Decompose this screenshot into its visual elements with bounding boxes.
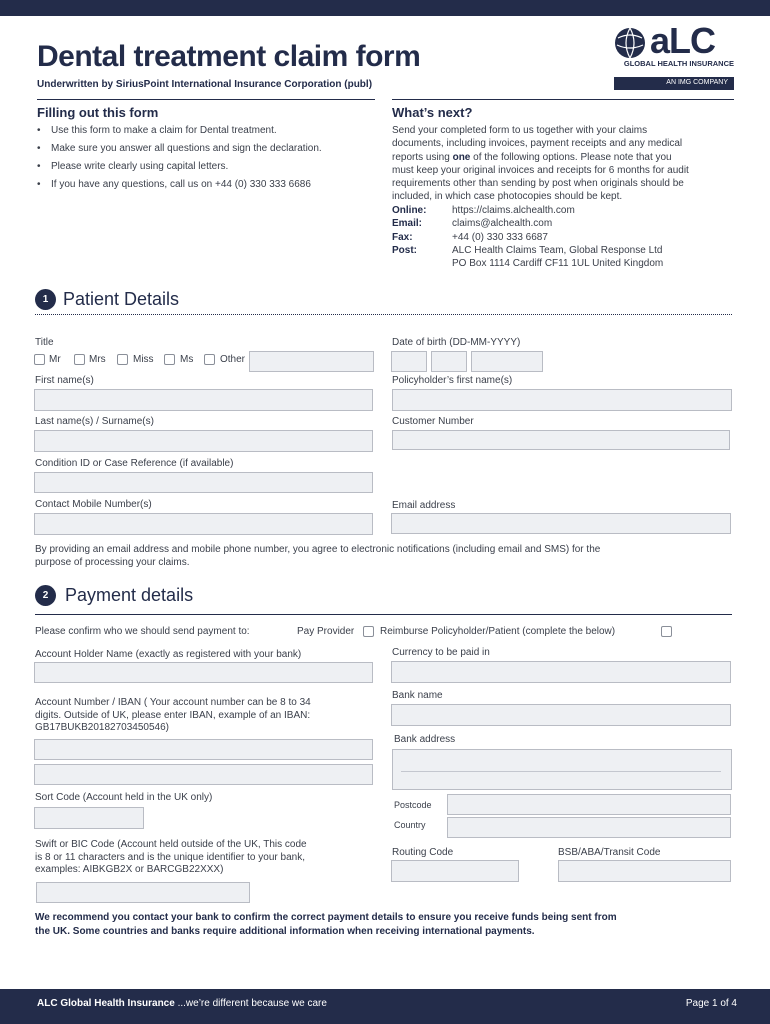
title-other-input[interactable] bbox=[249, 351, 374, 372]
section-number-badge: 1 bbox=[35, 289, 56, 310]
contact-post: ALC Health Claims Team, Global Response Ltd bbox=[452, 244, 663, 256]
postcode-label: Postcode bbox=[394, 800, 432, 810]
consent-text bbox=[35, 543, 735, 569]
routing-code-label: Routing Code bbox=[392, 847, 454, 858]
last-name-label: Last name(s) / Surname(s) bbox=[35, 416, 154, 427]
section-number-badge: 2 bbox=[35, 585, 56, 606]
bullet-item: • If you have any questions, call us on +44 (0) 330 333 6686 bbox=[37, 176, 377, 194]
account-number-input-line-2[interactable] bbox=[34, 764, 373, 785]
form-title: Dental treatment claim form bbox=[37, 40, 421, 73]
bank-recommendation-note bbox=[35, 911, 745, 939]
note-line: the UK. Some countries and banks require additional information when receiving international payments. bbox=[35, 926, 535, 937]
title-label: Title bbox=[35, 337, 54, 348]
dob-year-input[interactable] bbox=[471, 351, 543, 372]
routing-code-input[interactable] bbox=[391, 860, 519, 882]
reimburse-label: Reimburse Policyholder/Patient (complete the below) bbox=[380, 626, 616, 637]
alc-logo bbox=[614, 20, 734, 61]
consent-line: purpose of processing your claims. bbox=[35, 557, 190, 568]
customer-number-label: Customer Number bbox=[392, 416, 474, 427]
country-label: Country bbox=[394, 820, 426, 830]
condition-input[interactable] bbox=[34, 472, 373, 493]
swift-label bbox=[35, 839, 375, 877]
first-name-label: First name(s) bbox=[35, 375, 94, 386]
condition-label: Condition ID or Case Reference (if available) bbox=[35, 458, 234, 469]
title-options bbox=[34, 353, 374, 373]
bullet-item: • Please write clearly using capital letters. bbox=[37, 158, 377, 176]
account-number-input[interactable] bbox=[34, 739, 373, 760]
title-other-checkbox[interactable] bbox=[204, 354, 215, 365]
currency-input[interactable] bbox=[391, 661, 731, 683]
logo-subtitle: GLOBAL HEALTH INSURANCE bbox=[623, 59, 734, 68]
sort-code-label: Sort Code (Account held in the UK only) bbox=[35, 792, 213, 803]
para-line: documents, including invoices, payment receipts and any medical bbox=[392, 138, 683, 150]
para-line: Send your completed form to us together with your claims bbox=[392, 125, 648, 136]
label-line: is 8 or 11 characters and is the unique identifier to your bank, bbox=[35, 851, 305, 863]
country-input[interactable] bbox=[447, 817, 731, 838]
account-holder-label: Account Holder Name (exactly as registered with your bank) bbox=[35, 649, 302, 660]
pay-provider-checkbox[interactable] bbox=[363, 626, 374, 637]
label-line: Account Number / IBAN ( Your account number can be 8 to 34 bbox=[35, 697, 311, 708]
title-option-label: Mrs bbox=[89, 354, 106, 365]
bank-name-label: Bank name bbox=[392, 690, 443, 701]
next-heading: What’s next? bbox=[392, 105, 473, 120]
title-option-label: Mr bbox=[49, 354, 61, 365]
dob-month-input[interactable] bbox=[431, 351, 467, 372]
para-line: included, in which case photocopies should be kept. bbox=[392, 191, 623, 203]
consent-line: By providing an email address and mobile phone number, you agree to electronic notifications (including email and SMS) for the bbox=[35, 544, 601, 555]
section-title: Patient Details bbox=[63, 289, 180, 309]
account-holder-input[interactable] bbox=[34, 662, 373, 683]
email-label: Email address bbox=[392, 500, 456, 511]
footer bbox=[0, 989, 770, 1024]
bank-name-input[interactable] bbox=[391, 704, 731, 726]
title-option-label: Ms bbox=[180, 354, 194, 365]
page-number: Page 1 of 4 bbox=[685, 998, 737, 1009]
contact-online-link[interactable]: https://claims.alchealth.com bbox=[452, 205, 575, 216]
account-number-label bbox=[35, 697, 375, 735]
mobile-input[interactable] bbox=[34, 513, 373, 535]
divider bbox=[37, 99, 375, 100]
contact-key: Fax: bbox=[392, 231, 413, 243]
divider bbox=[392, 99, 734, 100]
payment-confirm-label: Please confirm who we should send payment to: bbox=[35, 626, 250, 637]
filling-heading: Filling out this form bbox=[37, 105, 159, 120]
title-option-label: Other bbox=[220, 354, 246, 365]
footer-brand-line bbox=[37, 998, 327, 1009]
contact-email-link[interactable]: claims@alchealth.com bbox=[452, 218, 553, 230]
para-line: must keep your original invoices and receipts for 6 months for audit bbox=[392, 164, 689, 176]
first-name-input[interactable] bbox=[34, 389, 373, 411]
logo-company-bar: AN IMG COMPANY bbox=[614, 77, 734, 90]
footer-tagline: ...we’re different because we care bbox=[174, 998, 327, 1009]
title-miss-checkbox[interactable] bbox=[117, 354, 128, 365]
dob-day-input[interactable] bbox=[391, 351, 427, 372]
note-line: We recommend you contact your bank to confirm the correct payment details to ensure you receive funds being sent from bbox=[35, 912, 617, 923]
swift-input[interactable] bbox=[36, 882, 250, 903]
policyholder-first-name-label: Policyholder’s first name(s) bbox=[392, 375, 513, 386]
title-mrs-checkbox[interactable] bbox=[74, 354, 85, 365]
email-input[interactable] bbox=[391, 513, 731, 534]
sort-code-input[interactable] bbox=[34, 807, 144, 829]
label-line: GB17BUKB20182703450546) bbox=[35, 722, 169, 733]
currency-label: Currency to be paid in bbox=[392, 647, 490, 658]
para-emphasis: one bbox=[452, 151, 471, 163]
title-option-label: Miss bbox=[133, 354, 154, 365]
last-name-input[interactable] bbox=[34, 430, 373, 452]
customer-number-input[interactable] bbox=[392, 430, 730, 450]
para-text: reports using bbox=[392, 151, 453, 163]
bank-address-label: Bank address bbox=[394, 734, 456, 745]
contact-key: Online: bbox=[392, 205, 427, 216]
section-divider bbox=[35, 614, 732, 615]
bank-address-input[interactable] bbox=[392, 749, 732, 790]
title-ms-checkbox[interactable] bbox=[164, 354, 175, 365]
label-line: examples: AIBKGB2X or BARCGB22XXX) bbox=[35, 864, 224, 875]
footer-brand: ALC Global Health Insurance bbox=[37, 998, 175, 1009]
contact-post-address: PO Box 1114 Cardiff CF11 1UL United Kingdom bbox=[452, 258, 664, 270]
section-divider bbox=[35, 314, 732, 315]
mobile-label: Contact Mobile Number(s) bbox=[35, 499, 152, 510]
dob-label: Date of birth (DD-MM-YYYY) bbox=[392, 337, 521, 348]
pay-provider-label: Pay Provider bbox=[297, 626, 355, 637]
bullet-item: • Make sure you answer all questions and sign the declaration. bbox=[37, 140, 377, 158]
para-line bbox=[392, 151, 737, 164]
bullet-item: • Use this form to make a claim for Dental treatment. bbox=[37, 122, 377, 140]
next-paragraph bbox=[392, 124, 737, 204]
label-line: Swift or BIC Code (Account held outside of the UK, This code bbox=[35, 839, 307, 850]
reimburse-checkbox[interactable] bbox=[661, 626, 672, 637]
title-mr-checkbox[interactable] bbox=[34, 354, 45, 365]
bank-address-rule bbox=[401, 771, 721, 772]
bsb-label: BSB/ABA/Transit Code bbox=[558, 847, 661, 858]
top-bar bbox=[0, 0, 770, 16]
bsb-input[interactable] bbox=[558, 860, 731, 882]
label-line: digits. Outside of UK, please enter IBAN, example of an IBAN: bbox=[35, 709, 311, 721]
para-text: of the following options. Please note that you bbox=[470, 151, 672, 163]
contact-key: Post: bbox=[392, 244, 417, 256]
logo-text: aLC bbox=[650, 20, 716, 61]
para-line: requirements other than sending by post when originals should be bbox=[392, 178, 684, 190]
contact-fax: +44 (0) 330 333 6687 bbox=[452, 231, 548, 243]
form-subtitle: Underwritten by SiriusPoint International Insurance Corporation (publ) bbox=[37, 79, 373, 90]
filling-bullets bbox=[37, 122, 377, 194]
policyholder-first-name-input[interactable] bbox=[392, 389, 732, 411]
section-title: Payment details bbox=[65, 585, 194, 605]
contact-list bbox=[392, 204, 737, 274]
contact-key: Email: bbox=[392, 218, 423, 230]
postcode-input[interactable] bbox=[447, 794, 731, 815]
